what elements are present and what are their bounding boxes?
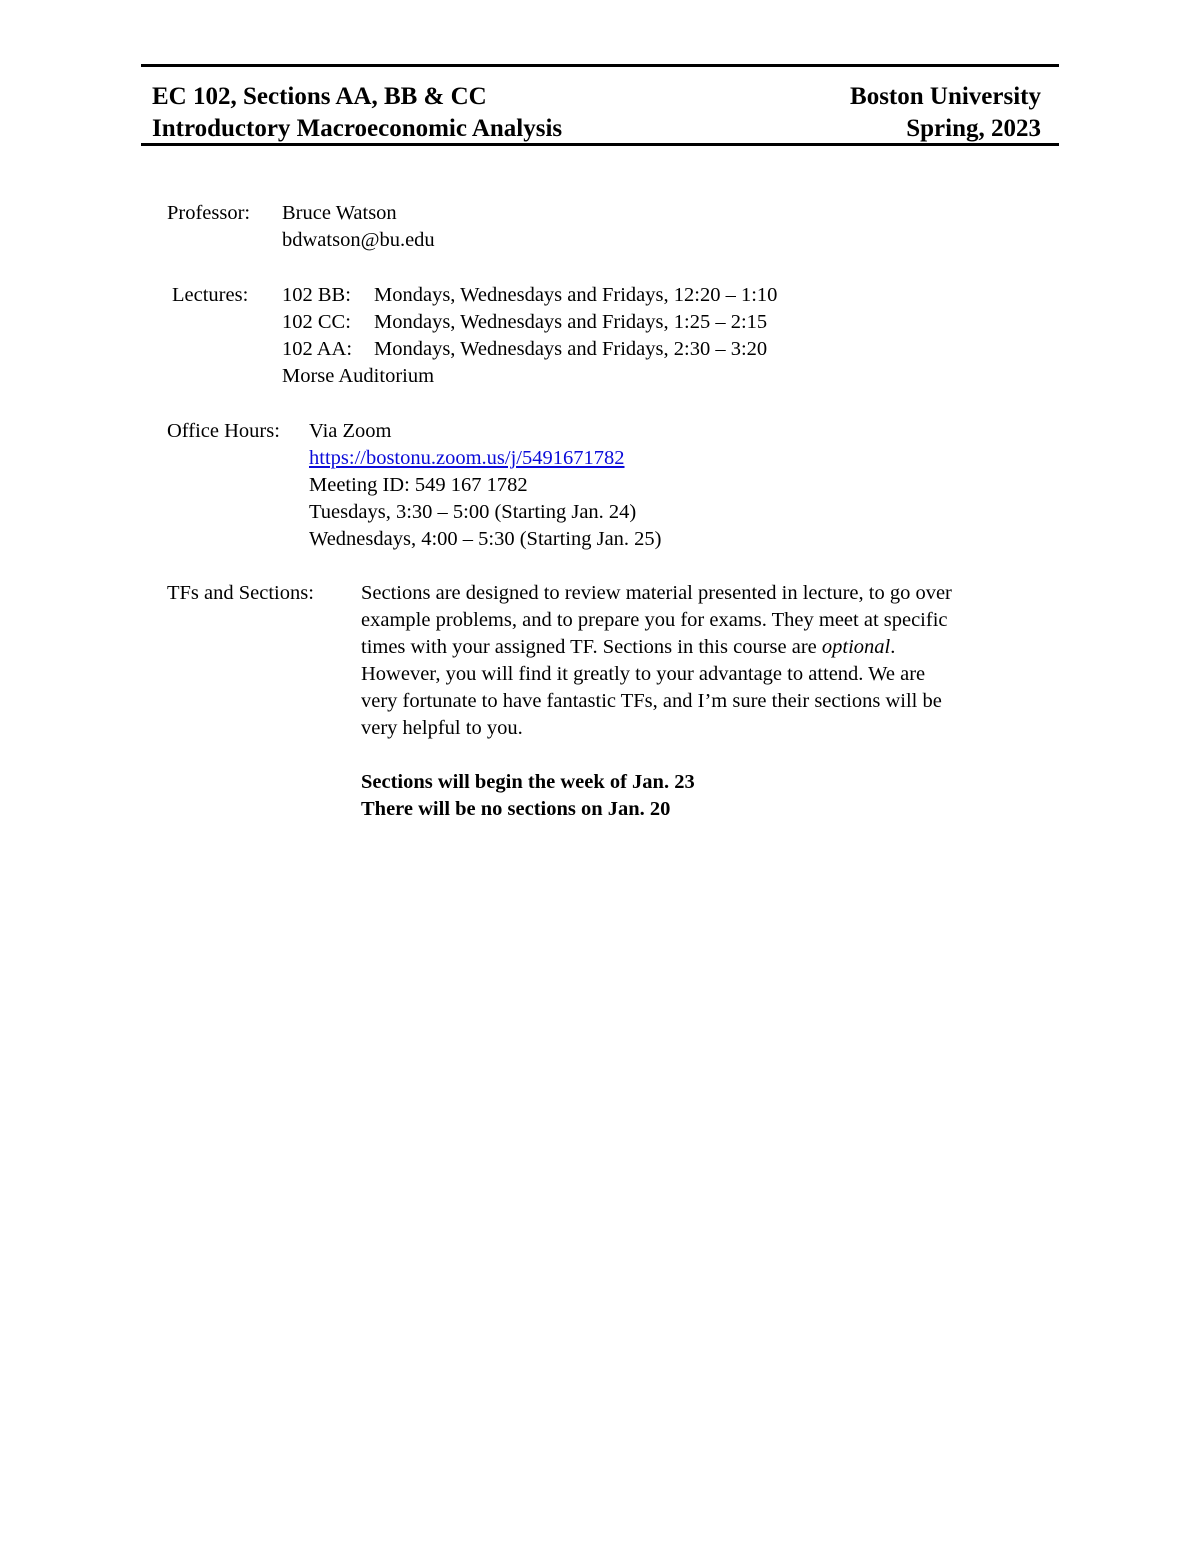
lectures-label: Lectures: <box>172 284 249 306</box>
sections-start-note: Sections will begin the week of Jan. 23 <box>361 771 695 793</box>
sections-text-line <box>361 634 895 661</box>
lecture-schedule-aa: Mondays, Wednesdays and Fridays, 2:30 – 3:20 <box>374 338 768 360</box>
professor-label: Professor: <box>167 202 251 224</box>
sections-text-line: very fortunate to have fantastic TFs, and I’m sure their sections will be <box>361 690 942 712</box>
office-hours-tuesday: Tuesdays, 3:30 – 5:00 (Starting Jan. 24) <box>309 501 637 523</box>
lecture-location: Morse Auditorium <box>282 365 435 387</box>
lecture-section-cc: 102 CC: <box>282 311 351 333</box>
zoom-link-line <box>309 445 625 472</box>
sections-no-section-note: There will be no sections on Jan. 20 <box>361 798 671 820</box>
course-code: EC 102, Sections AA, BB & CC <box>152 83 487 110</box>
sections-text-fragment: . <box>890 636 896 658</box>
sections-label: TFs and Sections: <box>167 582 314 604</box>
term: Spring, 2023 <box>906 115 1041 142</box>
office-hours-wednesday: Wednesdays, 4:00 – 5:30 (Starting Jan. 25) <box>309 528 662 550</box>
lecture-schedule-cc: Mondays, Wednesdays and Fridays, 1:25 – 2:15 <box>374 311 768 333</box>
course-title: Introductory Macroeconomic Analysis <box>152 115 563 142</box>
sections-text-line: very helpful to you. <box>361 717 523 739</box>
header-top-rule <box>141 64 1059 67</box>
lecture-section-bb: 102 BB: <box>282 284 351 306</box>
optional-word: optional <box>821 636 891 658</box>
meeting-id: Meeting ID: 549 167 1782 <box>309 474 528 496</box>
office-hours-label: Office Hours: <box>167 420 280 442</box>
sections-text-fragment: times with your assigned TF. Sections in this course are <box>361 636 822 658</box>
professor-email: bdwatson@bu.edu <box>282 229 435 251</box>
office-hours-mode: Via Zoom <box>309 420 392 442</box>
university-name: Boston University <box>850 83 1041 110</box>
sections-text-line: However, you will find it greatly to your advantage to attend. We are <box>361 663 926 685</box>
sections-text-line: example problems, and to prepare you for exams. They meet at specific <box>361 609 948 631</box>
lecture-section-aa: 102 AA: <box>282 338 353 360</box>
zoom-link[interactable]: https://bostonu.zoom.us/j/5491671782 <box>309 447 625 469</box>
sections-text-line: Sections are designed to review material presented in lecture, to go over <box>361 582 952 604</box>
lecture-schedule-bb: Mondays, Wednesdays and Fridays, 12:20 – 1:10 <box>374 284 778 306</box>
professor-name: Bruce Watson <box>282 202 397 224</box>
header-bottom-rule <box>141 143 1059 146</box>
